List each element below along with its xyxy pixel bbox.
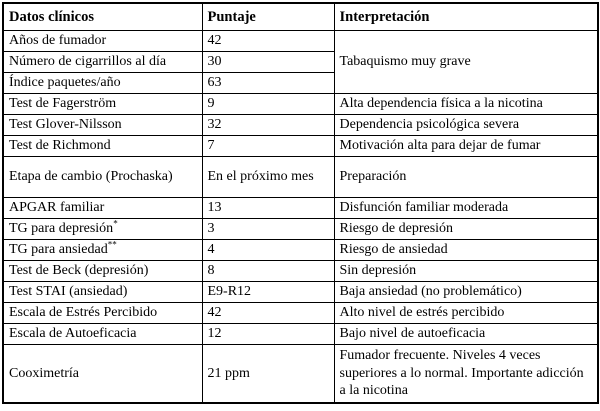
- row-label: Cooximetría: [3, 345, 202, 403]
- table-row-glover-nilsson: [3, 115, 598, 136]
- row-label: [3, 240, 202, 261]
- table-row-beck: [3, 261, 598, 282]
- row-label: Test de Richmond: [3, 136, 202, 157]
- table-row-estres-percibido: [3, 303, 598, 324]
- score-cell: 7: [202, 136, 334, 157]
- interpretation-cell: Preparación: [334, 157, 598, 198]
- interpretation-cell: Sin depresión: [334, 261, 598, 282]
- score-cell: 4: [202, 240, 334, 261]
- row-label: Test STAI (ansiedad): [3, 282, 202, 303]
- score-cell: 12: [202, 324, 334, 345]
- row-label: Años de fumador: [3, 31, 202, 52]
- interpretation-cell: Motivación alta para dejar de fumar: [334, 136, 598, 157]
- row-label: [3, 219, 202, 240]
- table-row-tg-ansiedad: [3, 240, 598, 261]
- score-cell: E9-R12: [202, 282, 334, 303]
- table-row-autoeficacia: [3, 324, 598, 345]
- score-cell: 30: [202, 52, 334, 73]
- score-cell: 42: [202, 31, 334, 52]
- interpretation-cell-merged: Tabaquismo muy grave: [334, 31, 598, 94]
- score-cell: 42: [202, 303, 334, 324]
- row-label: Escala de Autoeficacia: [3, 324, 202, 345]
- score-cell: 13: [202, 198, 334, 219]
- score-cell: 9: [202, 94, 334, 115]
- score-cell: 8: [202, 261, 334, 282]
- row-label: Índice paquetes/año: [3, 73, 202, 94]
- table-row-etapa-cambio: [3, 157, 598, 198]
- interpretation-cell: Alta dependencia física a la nicotina: [334, 94, 598, 115]
- interpretation-cell: Riesgo de ansiedad: [334, 240, 598, 261]
- footnote-marker: *: [113, 218, 118, 229]
- interpretation-cell: Riesgo de depresión: [334, 219, 598, 240]
- interpretation-cell: Alto nivel de estrés percibido: [334, 303, 598, 324]
- row-label: Test de Fagerström: [3, 94, 202, 115]
- table-row-cooximetria: [3, 345, 598, 403]
- table-row-richmond: [3, 136, 598, 157]
- table-row-stai: [3, 282, 598, 303]
- score-cell: 32: [202, 115, 334, 136]
- header-puntaje: Puntaje: [202, 3, 334, 31]
- footnote-marker: **: [107, 239, 117, 250]
- interpretation-cell: Baja ansiedad (no problemático): [334, 282, 598, 303]
- clinical-data-table: [2, 2, 599, 404]
- score-cell: 63: [202, 73, 334, 94]
- interpretation-cell: Fumador frecuente. Niveles 4 veces superiores a lo normal. Importante adicción a la nicotina: [334, 345, 598, 403]
- score-cell: En el próximo mes: [202, 157, 334, 198]
- row-label: Número de cigarrillos al día: [3, 52, 202, 73]
- row-label: APGAR familiar: [3, 198, 202, 219]
- row-label-text: TG para ansiedad: [9, 242, 108, 258]
- interpretation-cell: Disfunción familiar moderada: [334, 198, 598, 219]
- header-row: [3, 3, 598, 31]
- row-label: Test Glover-Nilsson: [3, 115, 202, 136]
- header-datos-clinicos: Datos clínicos: [3, 3, 202, 31]
- table-row-tg-depresion: [3, 219, 598, 240]
- header-interpretacion: Interpretación: [334, 3, 598, 31]
- score-cell: 3: [202, 219, 334, 240]
- interpretation-cell: Bajo nivel de autoeficacia: [334, 324, 598, 345]
- score-cell: 21 ppm: [202, 345, 334, 403]
- row-label-text: TG para depresión: [9, 221, 114, 237]
- row-label: Test de Beck (depresión): [3, 261, 202, 282]
- table-row-apgar-familiar: [3, 198, 598, 219]
- interpretation-cell: Dependencia psicológica severa: [334, 115, 598, 136]
- row-label: Escala de Estrés Percibido: [3, 303, 202, 324]
- row-label: Etapa de cambio (Prochaska): [3, 157, 202, 198]
- table-row-anos-fumador: [3, 31, 598, 52]
- table-row-fagerstrom: [3, 94, 598, 115]
